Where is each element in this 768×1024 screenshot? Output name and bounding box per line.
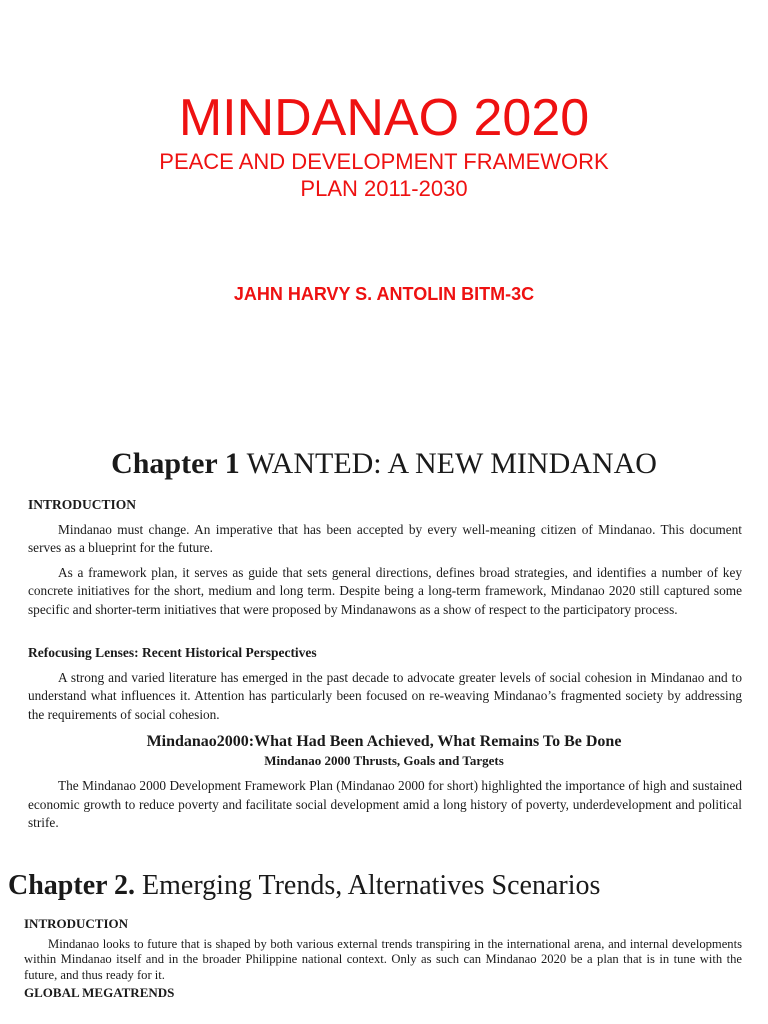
chapter1-heading (0, 445, 768, 483)
cover-subtitle (0, 148, 768, 202)
chapter1-number: Chapter 1 (111, 447, 240, 480)
mindanao2000-section (28, 777, 742, 833)
chapter1-intro-paragraph-1: Mindanao must change. An imperative that has been accepted by every well-meaning citizen of Mindanao. This document serves as a blueprint for the future. (28, 521, 742, 555)
chapter2-intro-heading: INTRODUCTION (24, 916, 129, 931)
mindanao2000-paragraph: The Mindanao 2000 Development Framework Plan (Mindanao 2000 for short) highlighted the importance of high and sustained economic growth to reduce poverty and facilitate social development amid a long history of poverty, underdevelopment and political strife. (28, 778, 742, 830)
cover-title: MINDANAO 2020 (178, 89, 590, 147)
mindanao2000-subheading: Mindanao 2000 Thrusts, Goals and Targets (264, 753, 504, 768)
chapter1-intro-section (28, 496, 742, 619)
mindanao2000-heading: Mindanao2000:What Had Been Achieved, What Remains To Be Done (146, 733, 622, 750)
refocus-section (28, 644, 742, 724)
global-megatrends-heading: GLOBAL MEGATRENDS (24, 985, 175, 1000)
chapter1-intro-heading: INTRODUCTION (28, 497, 137, 512)
chapter2-number: Chapter 2. (8, 870, 136, 901)
cover-subtitle-line1: PEACE AND DEVELOPMENT FRAMEWORK (159, 149, 609, 174)
chapter1-intro-paragraph-2: As a framework plan, it serves as guide that sets general directions, defines broad strategies, and identifies a number of key concrete initiatives for the short, medium and long term. Despite being a long-term framework, Mindanao 2020 still captured some specific and shorter-term initiatives that were proposed by Mindanawons as a show of respect to the participatory process. (28, 564, 742, 617)
refocus-heading: Refocusing Lenses: Recent Historical Perspectives (28, 645, 317, 660)
chapter2-heading (8, 868, 600, 904)
chapter2-intro-section (24, 916, 742, 1001)
chapter2-intro-paragraph: Mindanao looks to future that is shaped by both various external trends transpiring in the international arena, and internal developments within Mindanao itself and in the broader Philippine national context. Only as such can Mindanao 2020 be a plan that is in tune with the future, and thus ready for it. (24, 936, 742, 982)
chapter2-title: Emerging Trends, Alternatives Scenarios (142, 870, 601, 901)
chapter1-title: WANTED: A NEW MINDANAO (246, 447, 657, 480)
refocus-paragraph: A strong and varied literature has emerged in the past decade to advocate greater levels of social cohesion in Mindanao and to understand what influences it. Attention has particularly been focused on re-weaving Mindanao’s fragmented society by addressing the requirements of social cohesion. (28, 669, 742, 722)
cover-subtitle-line2: PLAN 2011-2030 (300, 176, 468, 201)
cover-author: JAHN HARVY S. ANTOLIN BITM-3C (233, 284, 535, 304)
